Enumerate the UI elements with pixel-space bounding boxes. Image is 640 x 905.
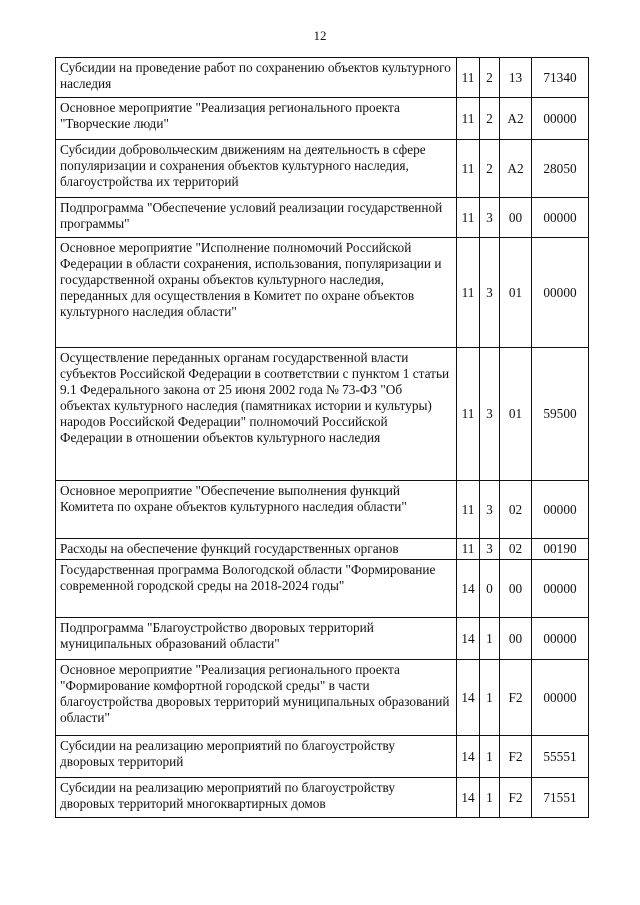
code-subprogram: 3 xyxy=(480,348,500,481)
code-direction: 00000 xyxy=(532,238,589,348)
code-event: F2 xyxy=(500,778,532,818)
table-row xyxy=(56,481,589,539)
row-description: Субсидии добровольческим движениям на деятельность в сфере популяризации и сохранения объектов культурного наследия, благоустройства их территорий xyxy=(56,140,457,198)
row-description: Расходы на обеспечение функций государственных органов xyxy=(56,539,457,560)
row-description: Государственная программа Вологодской области "Формирование современной городской среды на 2018-2024 годы" xyxy=(56,560,457,618)
code-direction: 71340 xyxy=(532,58,589,98)
row-description: Основное мероприятие "Обеспечение выполнения функций Комитета по охране объектов культурного наследия области" xyxy=(56,481,457,539)
code-event: 00 xyxy=(500,618,532,660)
code-section: 14 xyxy=(457,618,480,660)
page-number: 12 xyxy=(313,28,327,43)
code-event: 02 xyxy=(500,539,532,560)
code-event: F2 xyxy=(500,736,532,778)
code-direction: 00190 xyxy=(532,539,589,560)
code-subprogram: 1 xyxy=(480,660,500,736)
code-event: F2 xyxy=(500,660,532,736)
code-section: 14 xyxy=(457,736,480,778)
code-direction: 59500 xyxy=(532,348,589,481)
code-event: 00 xyxy=(500,560,532,618)
code-section: 11 xyxy=(457,58,480,98)
row-description: Субсидии на реализацию мероприятий по благоустройству дворовых территорий многоквартирных домов xyxy=(56,778,457,818)
budget-classification-table xyxy=(55,57,589,818)
row-description: Подпрограмма "Благоустройство дворовых территорий муниципальных образований области" xyxy=(56,618,457,660)
table-row xyxy=(56,660,589,736)
code-subprogram: 2 xyxy=(480,58,500,98)
code-section: 11 xyxy=(457,238,480,348)
code-section: 11 xyxy=(457,140,480,198)
code-section: 14 xyxy=(457,560,480,618)
code-direction: 00000 xyxy=(532,560,589,618)
code-event: А2 xyxy=(500,98,532,140)
code-section: 11 xyxy=(457,539,480,560)
table-row xyxy=(56,98,589,140)
code-subprogram: 1 xyxy=(480,618,500,660)
table-row xyxy=(56,238,589,348)
code-direction: 28050 xyxy=(532,140,589,198)
code-event: 01 xyxy=(500,348,532,481)
code-subprogram: 0 xyxy=(480,560,500,618)
code-subprogram: 2 xyxy=(480,140,500,198)
code-subprogram: 3 xyxy=(480,198,500,238)
row-description: Субсидии на проведение работ по сохранению объектов культурного наследия xyxy=(56,58,457,98)
code-event: 13 xyxy=(500,58,532,98)
code-direction: 55551 xyxy=(532,736,589,778)
table-row xyxy=(56,539,589,560)
code-subprogram: 3 xyxy=(480,238,500,348)
code-event: 01 xyxy=(500,238,532,348)
code-section: 14 xyxy=(457,660,480,736)
code-subprogram: 3 xyxy=(480,481,500,539)
row-description: Осуществление переданных органам государственной власти субъектов Российской Федерации в соответствии с пунктом 1 статьи 9.1 Федерального закона от 25 июня 2002 года № 73-ФЗ "Об объектах культурного наследия (памятниках истории и культуры) народов Российской Федерации" полномочий Российской Федерации в отношении объектов культурного наследия xyxy=(56,348,457,481)
code-subprogram: 3 xyxy=(480,539,500,560)
code-subprogram: 1 xyxy=(480,778,500,818)
table-row xyxy=(56,736,589,778)
code-event: 00 xyxy=(500,198,532,238)
row-description: Основное мероприятие "Реализация регионального проекта "Формирование комфортной городской среды" в части благоустройства дворовых территорий муниципальных образований области" xyxy=(56,660,457,736)
code-section: 11 xyxy=(457,98,480,140)
code-direction: 00000 xyxy=(532,481,589,539)
code-section: 11 xyxy=(457,198,480,238)
table-row xyxy=(56,618,589,660)
code-direction: 00000 xyxy=(532,618,589,660)
code-direction: 00000 xyxy=(532,660,589,736)
code-subprogram: 1 xyxy=(480,736,500,778)
table-row xyxy=(56,560,589,618)
table-row xyxy=(56,198,589,238)
code-event: 02 xyxy=(500,481,532,539)
table-row xyxy=(56,140,589,198)
code-direction: 71551 xyxy=(532,778,589,818)
code-section: 11 xyxy=(457,481,480,539)
table-row xyxy=(56,348,589,481)
table-body xyxy=(56,58,589,818)
code-direction: 00000 xyxy=(532,198,589,238)
code-section: 11 xyxy=(457,348,480,481)
code-direction: 00000 xyxy=(532,98,589,140)
code-event: А2 xyxy=(500,140,532,198)
code-section: 14 xyxy=(457,778,480,818)
row-description: Подпрограмма "Обеспечение условий реализации государственной программы" xyxy=(56,198,457,238)
table-row xyxy=(56,778,589,818)
row-description: Основное мероприятие "Реализация регионального проекта "Творческие люди" xyxy=(56,98,457,140)
code-subprogram: 2 xyxy=(480,98,500,140)
row-description: Субсидии на реализацию мероприятий по благоустройству дворовых территорий xyxy=(56,736,457,778)
row-description: Основное мероприятие "Исполнение полномочий Российской Федерации в области сохранения, использования, популяризации и государственной охраны объектов культурного наследия, переданных для осуществления в Комитет по охране объектов культурного наследия области" xyxy=(56,238,457,348)
table-row xyxy=(56,58,589,98)
